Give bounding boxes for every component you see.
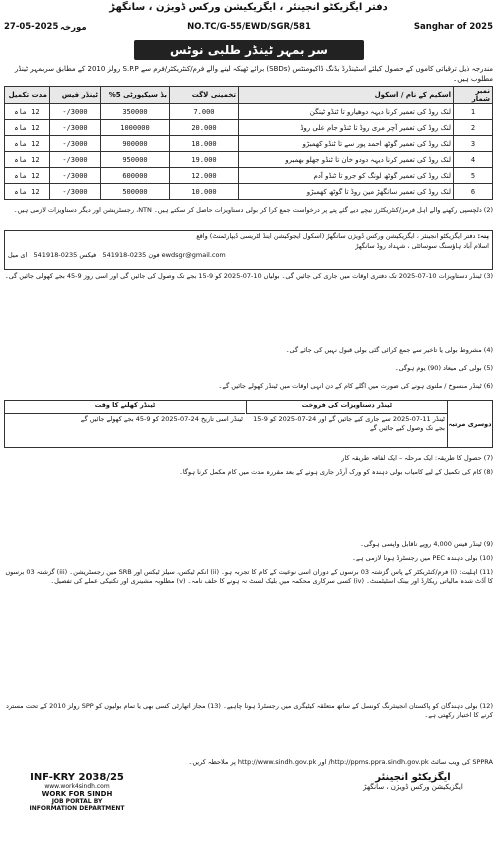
paragraph-9: (9) ٹینڈر فیس 4,000 روپے ناقابل واپسی ہوگی۔ [360,540,493,548]
job-portal-line: JOB PORTAL BY [51,798,103,805]
paragraph-3: (3) ٹینڈر دستاویزات 10-07-2025 تک دفتری اوقات میں جاری کی جائیں گی۔ بولیاں 10-07-2025 کو 9-15 بجے تک وصول کی جائیں گی اور اسی روز 9-45 بجے کھولی جائیں گی۔ [4,272,493,280]
row-scheme-name: لنک روڈ کی تعمیر آچر مری روڈ تا ٹنڈو جام علی روڈ [239,120,454,136]
row-tender-fee: 3000/- [50,152,101,168]
works-table [4,86,493,200]
table-row [5,168,493,184]
row-bid-security: 900000 [101,136,170,152]
work-for-sindh-brand: WORK FOR SINDH [41,790,113,798]
row-tender-fee: 3000/- [50,120,101,136]
notice-date: 27-05-2025 [4,22,59,32]
schedule-issue-header: ٹینڈر دستاویزات کی فروخت [246,401,447,414]
row-bid-security: 950000 [101,152,170,168]
row-cost: 7.000 [170,104,239,120]
schedule-open-header: ٹینڈر کھلنے کا وقت [5,401,245,414]
row-scheme-name: لنک روڈ کی تعمیر سانگھڑ مین روڈ تا گوٹھ کھمبڑو [239,184,454,200]
row-tender-fee: 3000/- [50,104,101,120]
row-bid-security: 350000 [101,104,170,120]
row-tender-fee: 3000/- [50,184,101,200]
phone-number: 0235-541918 [102,251,147,259]
schedule-second-label: دوسری مرتبہ [447,401,492,447]
signature-title: ایگزیکٹو انجینئر [375,772,451,783]
col-fee: ٹینڈر فیس [50,87,101,104]
row-scheme-name: لنک روڈ کی تعمیر گوٹھ احمد پور سے تا ٹنڈو کھمبڑو [239,136,454,152]
row-period: 12 ماہ [5,120,50,136]
paragraph-5: (5) بولی کی میعاد (90) یوم ہوگی۔ [394,364,493,372]
col-bid: بڈ سیکیورٹی 5% [101,87,170,104]
notice-title: سر بمہر ٹینڈر طلبی نوٹس [134,40,364,60]
row-period: 12 ماہ [5,184,50,200]
table-header-row [5,87,493,104]
schedule-issue-text: ٹینڈر 11-07-2025 سے جاری کیے جائیں گے اور 24-07-2025 کو 9-15 بجے تک وصول کیے جائیں گے [253,415,445,432]
row-sno: 6 [454,184,493,200]
table-row [5,136,493,152]
row-cost: 18.000 [170,136,239,152]
intro-text: مندرجہ ذیل ترقیاتی کاموں کے حصول کیلئے اسٹینڈرڈ بڈنگ ڈاکیومنٹس (SBDs) برائے ٹھیکہ لینے والے فرم/کنٹریکٹر/فرم سے S.P.P رولز 2010 کے مطابق سربمہر ٹینڈر مطلوب ہیں۔ [14,65,493,83]
schedule-open-text: ٹینڈر اسی تاریخ 24-07-2025 کو 9-45 بجے کھولے جائیں گے [80,415,243,423]
fax-number: 0235-541918 [33,251,78,259]
signature-block [333,772,493,791]
footer-info-block [12,772,142,812]
row-sno: 3 [454,136,493,152]
table-row [5,184,493,200]
table-row [5,120,493,136]
websites-line: SPPRA کی ویب سائٹ http://ppms.ppra.sindh.gov.pk/ اور http://www.sindh.gov.pk پر ملاحظہ کریں۔ [188,758,493,766]
email-label: ای میل [8,251,28,259]
office-heading: دفتر ایگزیکٹو انجینئر ، ایگزیکیشن ورکس ڈویژن ، سانگھڑ [109,2,388,13]
address-line-1: دفتر ایگزیکٹو انجینئر ، ایگزیکیشن ورکس ڈویژن سانگھڑ (اسکول ایجوکیشن اینڈ لٹریسی ڈیپارٹمنٹ) واقع [196,232,476,240]
table-row [5,152,493,168]
reference-number: NO.TC/G-55/EWD/SGR/581 [187,22,311,32]
col-sno: نمبر شمار [454,87,493,104]
schedule-table [4,400,493,448]
paragraph-10: (10) بولی دہندہ PEC میں رجسٹرڈ ہونا لازمی ہے۔ [352,554,493,562]
row-cost: 20.000 [170,120,239,136]
row-scheme-name: لنک روڈ کی تعمیر کرنا دیہہ دوھیارو تا ٹنڈو ٹینگن [239,104,454,120]
row-bid-security: 500000 [101,184,170,200]
address-line-2: اسلام آباد ہاؤسنگ سوسائٹی ، شہداد روڈ سانگھڑ [355,242,489,250]
row-bid-security: 600000 [101,168,170,184]
row-sno: 1 [454,104,493,120]
col-cost: تخمینی لاگت [170,87,239,104]
date-label: مورخہ [60,23,87,33]
row-cost: 12.000 [170,168,239,184]
work4sindh-site: www.work4sindh.com [44,783,110,790]
row-sno: 4 [454,152,493,168]
paragraph-4: (4) مشروط بولی یا تاخیر سے جمع کرائی گئی بولی قبول نہیں کی جائے گی۔ [285,346,493,354]
row-cost: 10.000 [170,184,239,200]
paragraph-11: (11) اہلیت: (i) فرم/کنٹریکٹر کے پاس گزشتہ 03 برسوں کے دوران اسی نوعیت کے کام کا تجربہ ہو۔ (ii) انکم ٹیکس، سیلز ٹیکس اور SRB میں رجسٹریشن۔ (iii) گزشتہ 03 برسوں کا آڈٹ شدہ مالیاتی ریکارڈ اور بینک اسٹیٹمنٹ۔ (iv) کسی سرکاری محکمہ میں بلیک لسٹ نہ ہونے کا حلف نامہ۔ (v) مطلوبہ مشینری اور تکنیکی عملے کی تفصیل۔ [5,568,493,585]
row-period: 12 ماہ [5,104,50,120]
email-address: ewdsgr@gmail.com [161,251,226,259]
row-tender-fee: 3000/- [50,168,101,184]
row-sno: 2 [454,120,493,136]
row-cost: 19.000 [170,152,239,168]
place-year: Sanghar of 2025 [413,22,493,32]
row-sno: 5 [454,168,493,184]
signature-office: ایگزیکیشن ورکس ڈویژن ، سانگھڑ [363,783,463,791]
inf-kry-number: INF-KRY 2038/25 [30,772,124,783]
table-row [5,104,493,120]
row-tender-fee: 3000/- [50,136,101,152]
phone-label: فون [148,251,160,259]
paragraph-8: (8) کام کی تکمیل کے لیے کامیاب بولی دہندہ کو ورک آرڈر جاری ہونے کے بعد مقررہ مدت میں کام مکمل کرنا ہوگا۔ [179,468,493,476]
address-box [4,230,493,270]
reference-line [4,22,493,36]
paragraph-2: (2) دلچسپی رکھنے والے اہل فرمز/کنٹریکٹرز نیچے دیے گئے پتے پر درخواست جمع کرا کر بولی دستاویزات حاصل کر سکتے ہیں۔ NTN، رجسٹریشن اور دیگر دستاویزات لازمی ہیں۔ [13,206,493,214]
notice-page [4,2,493,842]
col-scheme: اسکیم کے نام / اسکول [239,87,454,104]
paragraph-7: (7) حصول کا طریقہ: ایک مرحلہ – ایک لفافہ طریقہ کار [341,454,493,462]
row-scheme-name: لنک روڈ کی تعمیر کرنا دیہہ دودو خان تا ٹنڈو جھلو بھمبرو [239,152,454,168]
row-period: 12 ماہ [5,152,50,168]
paragraph-closing: (12) بولی دہندگان کو پاکستان انجینئرنگ کونسل کے ساتھ متعلقہ کیٹیگری میں رجسٹرڈ ہونا چاہیے۔ (13) مجاز اتھارٹی کسی بھی یا تمام بولیوں کو SPP رولز 2010 کے تحت مسترد کرنے کا اختیار رکھتی ہے۔ [5,702,493,719]
address-label: پتہ: [477,232,489,240]
row-scheme-name: لنک روڈ کی تعمیر گوٹھ لونگ کو جرو تا ٹنڈو آدم [239,168,454,184]
information-department-line: INFORMATION DEPARTMENT [29,805,125,812]
col-period: مدت تکمیل [5,87,50,104]
fax-label: فیکس [79,251,97,259]
row-period: 12 ماہ [5,136,50,152]
row-period: 12 ماہ [5,168,50,184]
row-bid-security: 1000000 [101,120,170,136]
paragraph-6: (6) ٹینڈر منسوخ / ملتوی ہونے کی صورت میں اگلے کام کے دن انہی اوقات میں ٹینڈر کھولے جائیں گے۔ [218,382,493,390]
